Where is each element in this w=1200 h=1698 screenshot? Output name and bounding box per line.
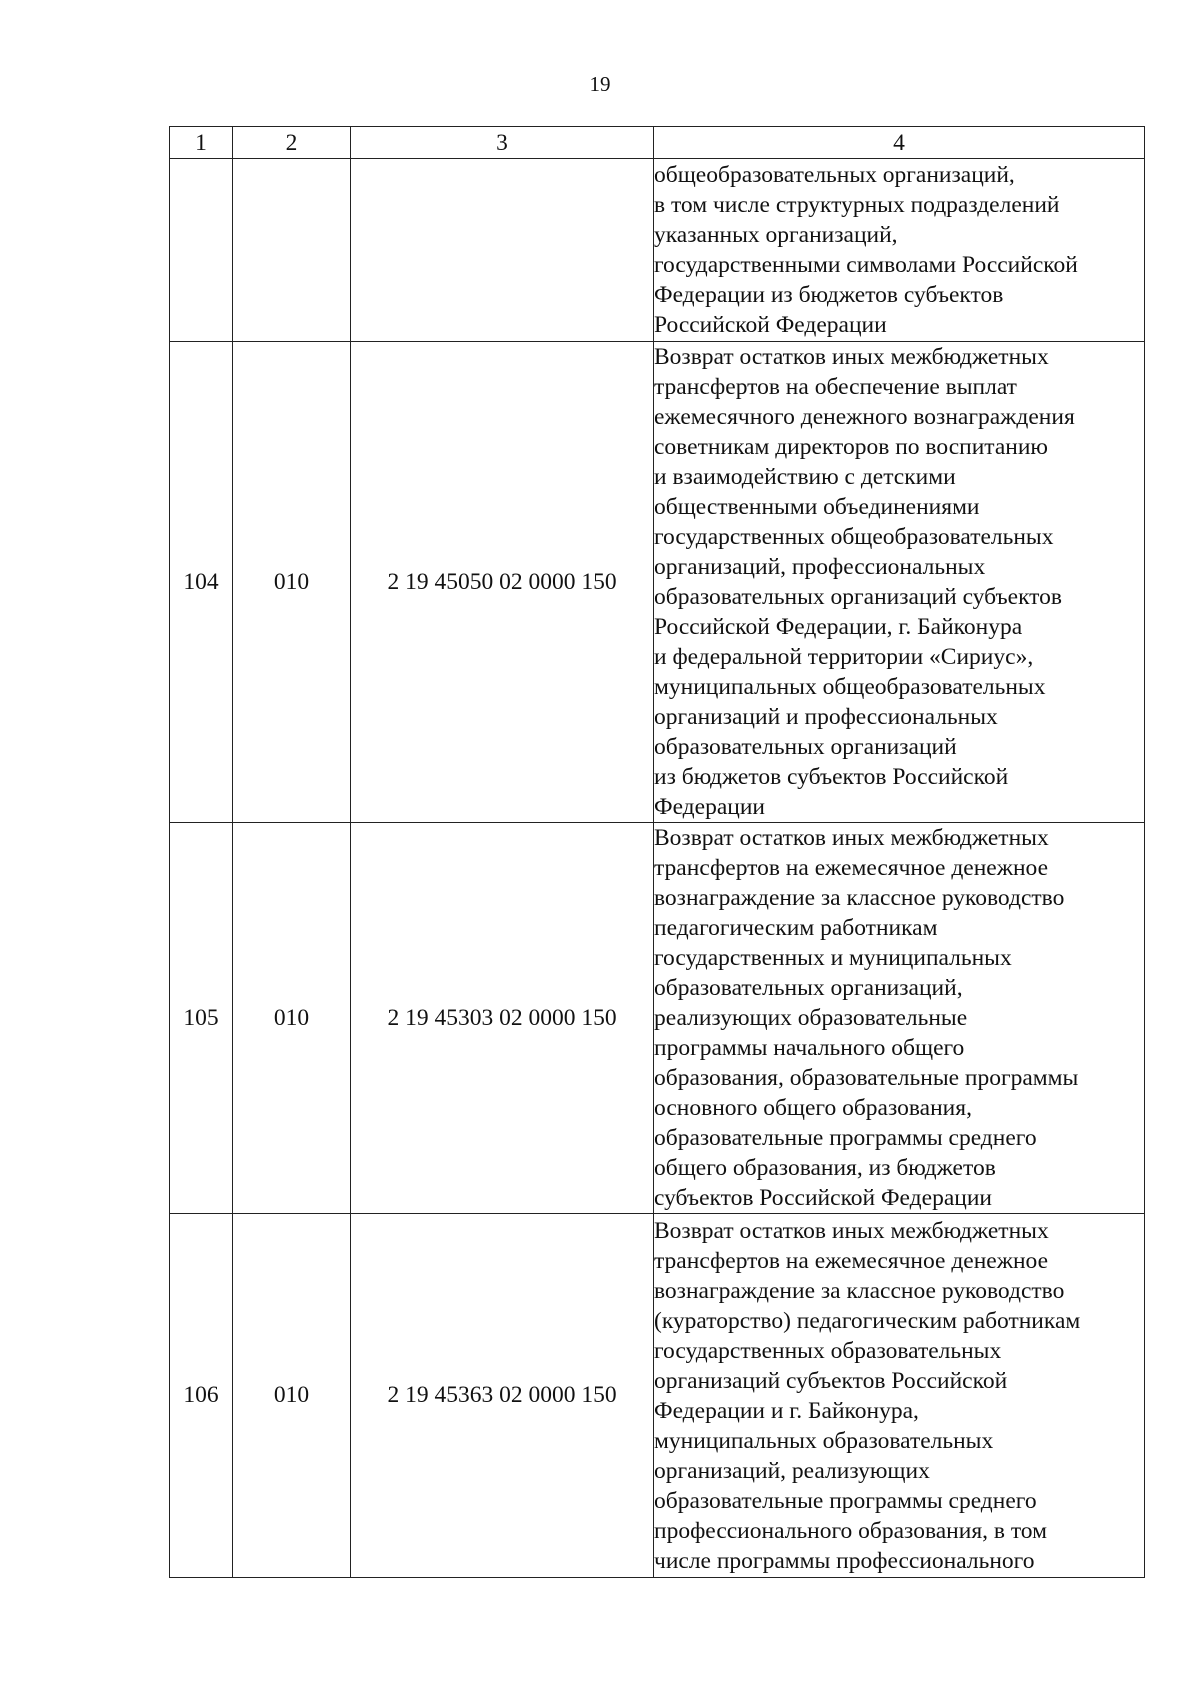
description-line: Возврат остатков иных межбюджетных: [654, 825, 1049, 851]
description-cell: [654, 342, 1145, 823]
header-cell-4: 4: [654, 127, 1145, 159]
description-line: и взаимодействию с детскими: [654, 464, 956, 490]
description-cell: [654, 159, 1145, 342]
description-line: в том числе структурных подразделений: [654, 192, 1060, 218]
description-line: образовательных организаций: [654, 734, 957, 760]
description-line: образовательных организаций,: [654, 975, 963, 1001]
table-header-row: [170, 127, 1145, 159]
admin-code-cell: 010: [233, 1214, 351, 1578]
header-cell-3: 3: [351, 127, 654, 159]
header-cell-2: 2: [233, 127, 351, 159]
description-line: вознаграждение за классное руководство: [654, 1277, 1065, 1304]
description-line: трансфертов на ежемесячное денежное: [654, 1247, 1049, 1274]
admin-code-cell: 010: [233, 342, 351, 823]
description-line: организаций субъектов Российской: [654, 1367, 1008, 1394]
description-line: числе программы профессионального: [654, 1547, 1035, 1574]
row-number-cell: 106: [170, 1214, 233, 1578]
description-line: педагогическим работникам: [654, 915, 938, 941]
description-line: указанных организаций,: [654, 222, 898, 248]
header-cell-1: 1: [170, 127, 233, 159]
description-line: вознаграждение за классное руководство: [654, 885, 1065, 911]
description-line: общего образования, из бюджетов: [654, 1155, 996, 1181]
table-row-continuation: [170, 159, 1145, 342]
description-line: профессионального образования, в том: [654, 1517, 1047, 1544]
description-line: программы начального общего: [654, 1035, 965, 1061]
admin-code-cell: 010: [233, 823, 351, 1214]
description-line: Возврат остатков иных межбюджетных: [654, 344, 1049, 370]
description-line: (кураторство) педагогическим работникам: [654, 1307, 1081, 1334]
description-line: реализующих образовательные: [654, 1005, 968, 1031]
table-row: [170, 342, 1145, 823]
description-line: ежемесячного денежного вознаграждения: [654, 404, 1075, 430]
description-line: организаций, реализующих: [654, 1457, 930, 1484]
description-line: государственных и муниципальных: [654, 945, 1012, 971]
description-line: организаций, профессиональных: [654, 554, 986, 580]
description-line: из бюджетов субъектов Российской: [654, 764, 1009, 790]
description-cell: [654, 1214, 1145, 1578]
description-line: субъектов Российской Федерации: [654, 1185, 992, 1211]
table-row: [170, 1214, 1145, 1578]
description-line: общеобразовательных организаций,: [654, 162, 1015, 188]
kbk-code-cell: 2 19 45363 02 0000 150: [351, 1214, 654, 1578]
description-line: Федерации и г. Байконура,: [654, 1397, 919, 1424]
description-line: государственных образовательных: [654, 1337, 1002, 1364]
description-line: государственными символами Российской: [654, 252, 1078, 278]
description-line: организаций и профессиональных: [654, 704, 998, 730]
description-line: и федеральной территории «Сириус»,: [654, 644, 1034, 670]
description-line: образовательные программы среднего: [654, 1487, 1037, 1514]
description-line: Федерации: [654, 794, 765, 820]
description-cell: [654, 823, 1145, 1214]
row-number-cell: 104: [170, 342, 233, 823]
table-row: [170, 823, 1145, 1214]
kbk-code-cell: 2 19 45050 02 0000 150: [351, 342, 654, 823]
description-line: образовательных организаций субъектов: [654, 584, 1062, 610]
budget-codes-table: [169, 126, 1145, 1578]
description-line: трансфертов на обеспечение выплат: [654, 374, 1017, 400]
description-line: муниципальных общеобразовательных: [654, 674, 1046, 700]
admin-code-cell: [233, 159, 351, 342]
description-line: образовательные программы среднего: [654, 1125, 1037, 1151]
description-line: Российской Федерации: [654, 312, 887, 338]
description-line: общественными объединениями: [654, 494, 980, 520]
kbk-code-cell: 2 19 45303 02 0000 150: [351, 823, 654, 1214]
description-line: Федерации из бюджетов субъектов: [654, 282, 1004, 308]
row-number-cell: 105: [170, 823, 233, 1214]
page-number: 19: [589, 72, 611, 96]
description-line: трансфертов на ежемесячное денежное: [654, 855, 1049, 881]
description-line: государственных общеобразовательных: [654, 524, 1054, 550]
description-line: основного общего образования,: [654, 1095, 972, 1121]
description-line: советникам директоров по воспитанию: [654, 434, 1048, 460]
description-line: муниципальных образовательных: [654, 1427, 994, 1454]
description-line: Российской Федерации, г. Байконура: [654, 614, 1023, 640]
row-number-cell: [170, 159, 233, 342]
kbk-code-cell: [351, 159, 654, 342]
description-line: образования, образовательные программы: [654, 1065, 1079, 1091]
description-line: Возврат остатков иных межбюджетных: [654, 1217, 1049, 1244]
